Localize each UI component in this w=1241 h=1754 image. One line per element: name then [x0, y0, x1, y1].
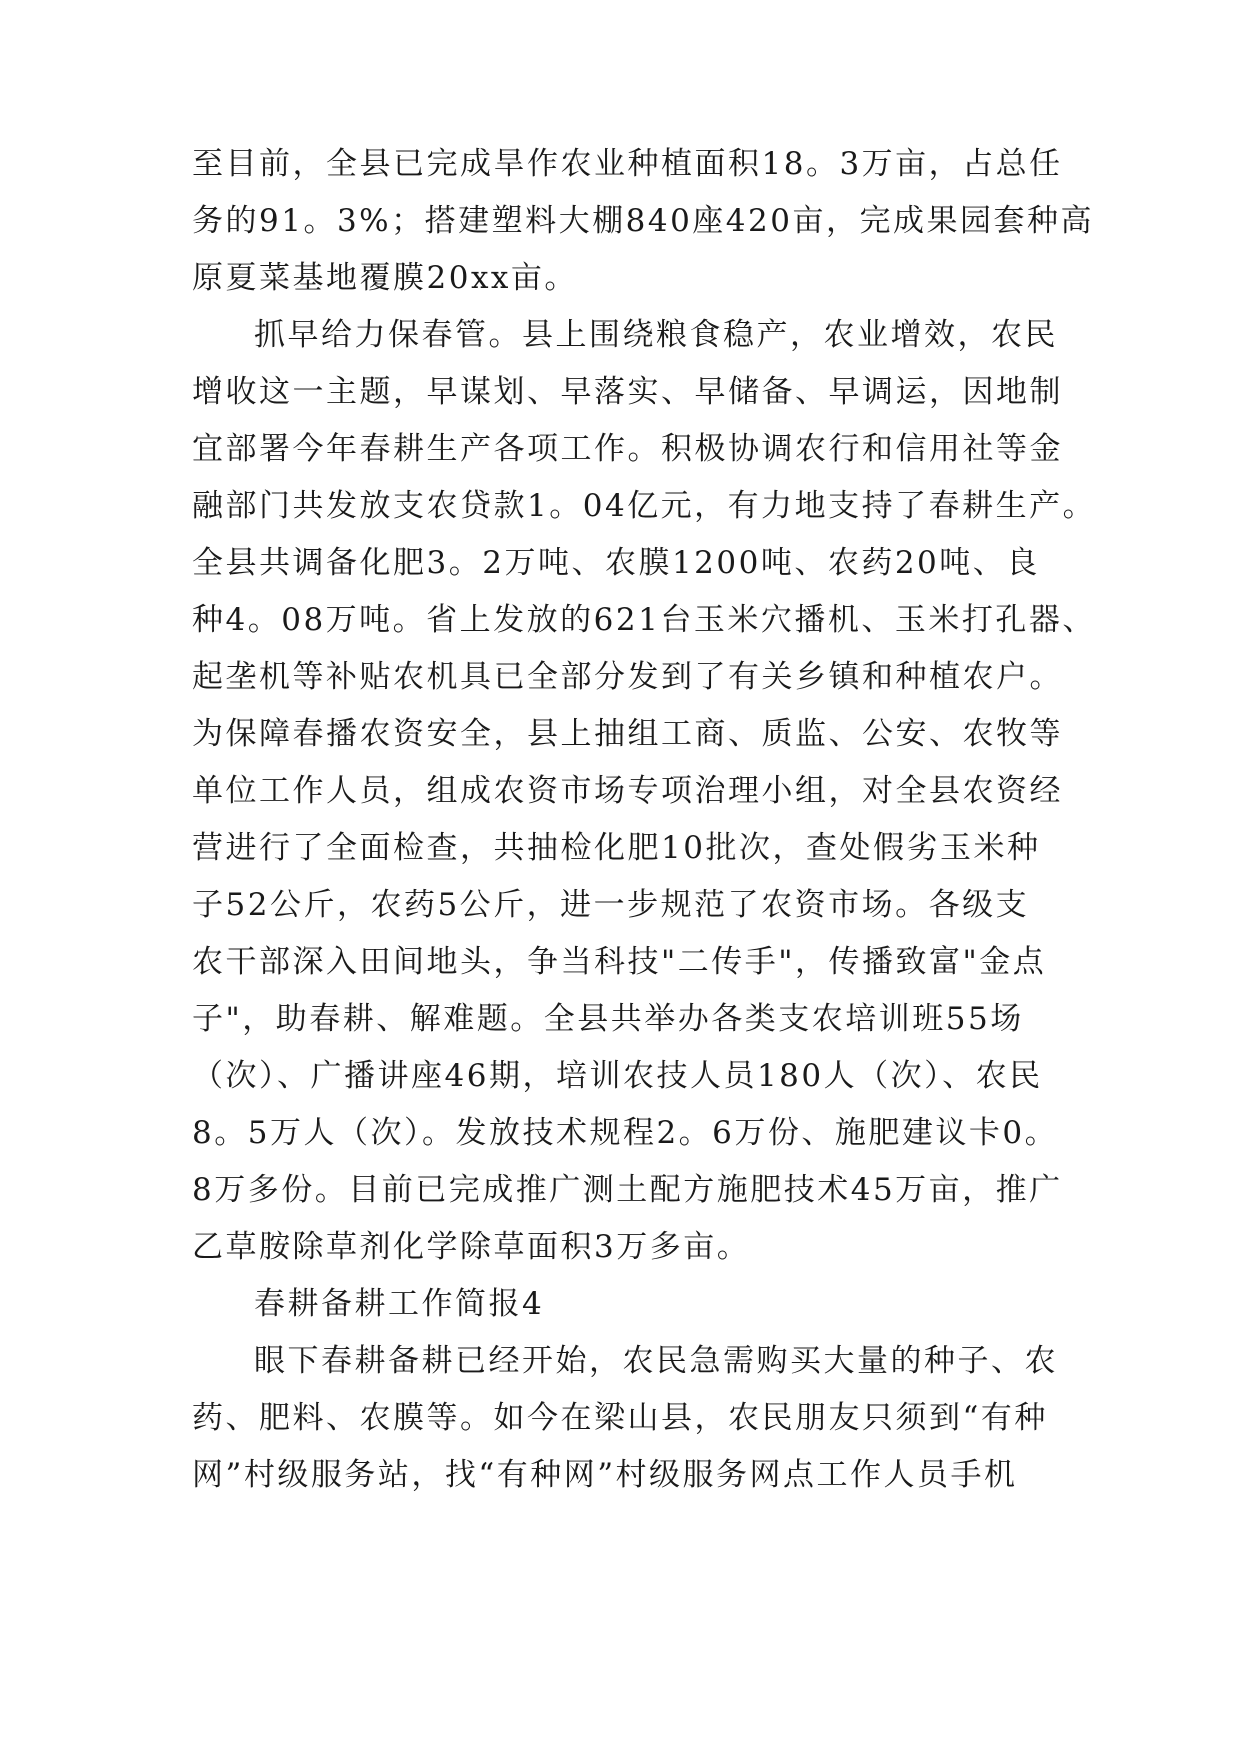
paragraph-2 — [192, 307, 1097, 1276]
text-line: 乙草胺除草剂化学除草面积3万多亩。 — [192, 1229, 751, 1265]
text-line: 抓早给力保春管。县上围绕粮食稳产，农业增效，农民 — [254, 317, 1058, 353]
text-line: 单位工作人员，组成农资市场专项治理小组，对全县农资经 — [192, 773, 1063, 809]
text-line: 农干部深入田间地头，争当科技"二传手"，传播致富"金点 — [192, 944, 1047, 980]
text-line: 8万多份。目前已完成推广测土配方施肥技术45万亩，推广 — [192, 1172, 1063, 1208]
text-line: 起垄机等补贴农机具已全部分发到了有关乡镇和种植农户。 — [192, 659, 1063, 695]
text-line: 原夏菜基地覆膜20xx亩。 — [192, 260, 578, 296]
text-line: 宜部署今年春耕生产各项工作。积极协调农行和信用社等金 — [192, 431, 1063, 467]
text-line: 药、肥料、农膜等。如今在梁山县，农民朋友只须到“有种 — [192, 1400, 1048, 1436]
heading-text: 春耕备耕工作简报4 — [254, 1286, 545, 1322]
text-line: 融部门共发放支农贷款1。04亿元，有力地支持了春耕生产。 — [192, 488, 1097, 524]
text-line: 增收这一主题，早谋划、早落实、早储备、早调运，因地制 — [192, 374, 1063, 410]
paragraph-1 — [192, 136, 1094, 307]
section-heading — [192, 1276, 1062, 1333]
text-line: 务的91。3%；搭建塑料大棚840座420亩，完成果园套种高 — [192, 203, 1094, 239]
paragraph-3 — [192, 1333, 1062, 1504]
text-line: 全县共调备化肥3。2万吨、农膜1200吨、农药20吨、良 — [192, 545, 1040, 581]
text-line: （次）、广播讲座46期，培训农技人员180人（次）、农民 — [192, 1058, 1043, 1094]
text-line: 子52公斤，农药5公斤，进一步规范了农资市场。各级支 — [192, 887, 1030, 923]
text-line: 为保障春播农资安全，县上抽组工商、质监、公安、农牧等 — [192, 716, 1063, 752]
text-line: 眼下春耕备耕已经开始，农民急需购买大量的种子、农 — [254, 1343, 1058, 1379]
text-line: 子"，助春耕、解难题。全县共举办各类支农培训班55场 — [192, 1001, 1024, 1037]
text-line: 网”村级服务站，找“有种网”村级服务网点工作人员手机 — [192, 1457, 1018, 1493]
text-line: 营进行了全面检查，共抽检化肥10批次，查处假劣玉米种 — [192, 830, 1041, 866]
text-line: 8。5万人（次）。发放技术规程2。6万份、施肥建议卡0。 — [192, 1115, 1059, 1151]
text-line: 种4。08万吨。省上发放的621台玉米穴播机、玉米打孔器、 — [192, 602, 1096, 638]
text-line: 至目前，全县已完成旱作农业种植面积18。3万亩，占总任 — [192, 146, 1063, 182]
document-body — [192, 136, 1097, 1504]
